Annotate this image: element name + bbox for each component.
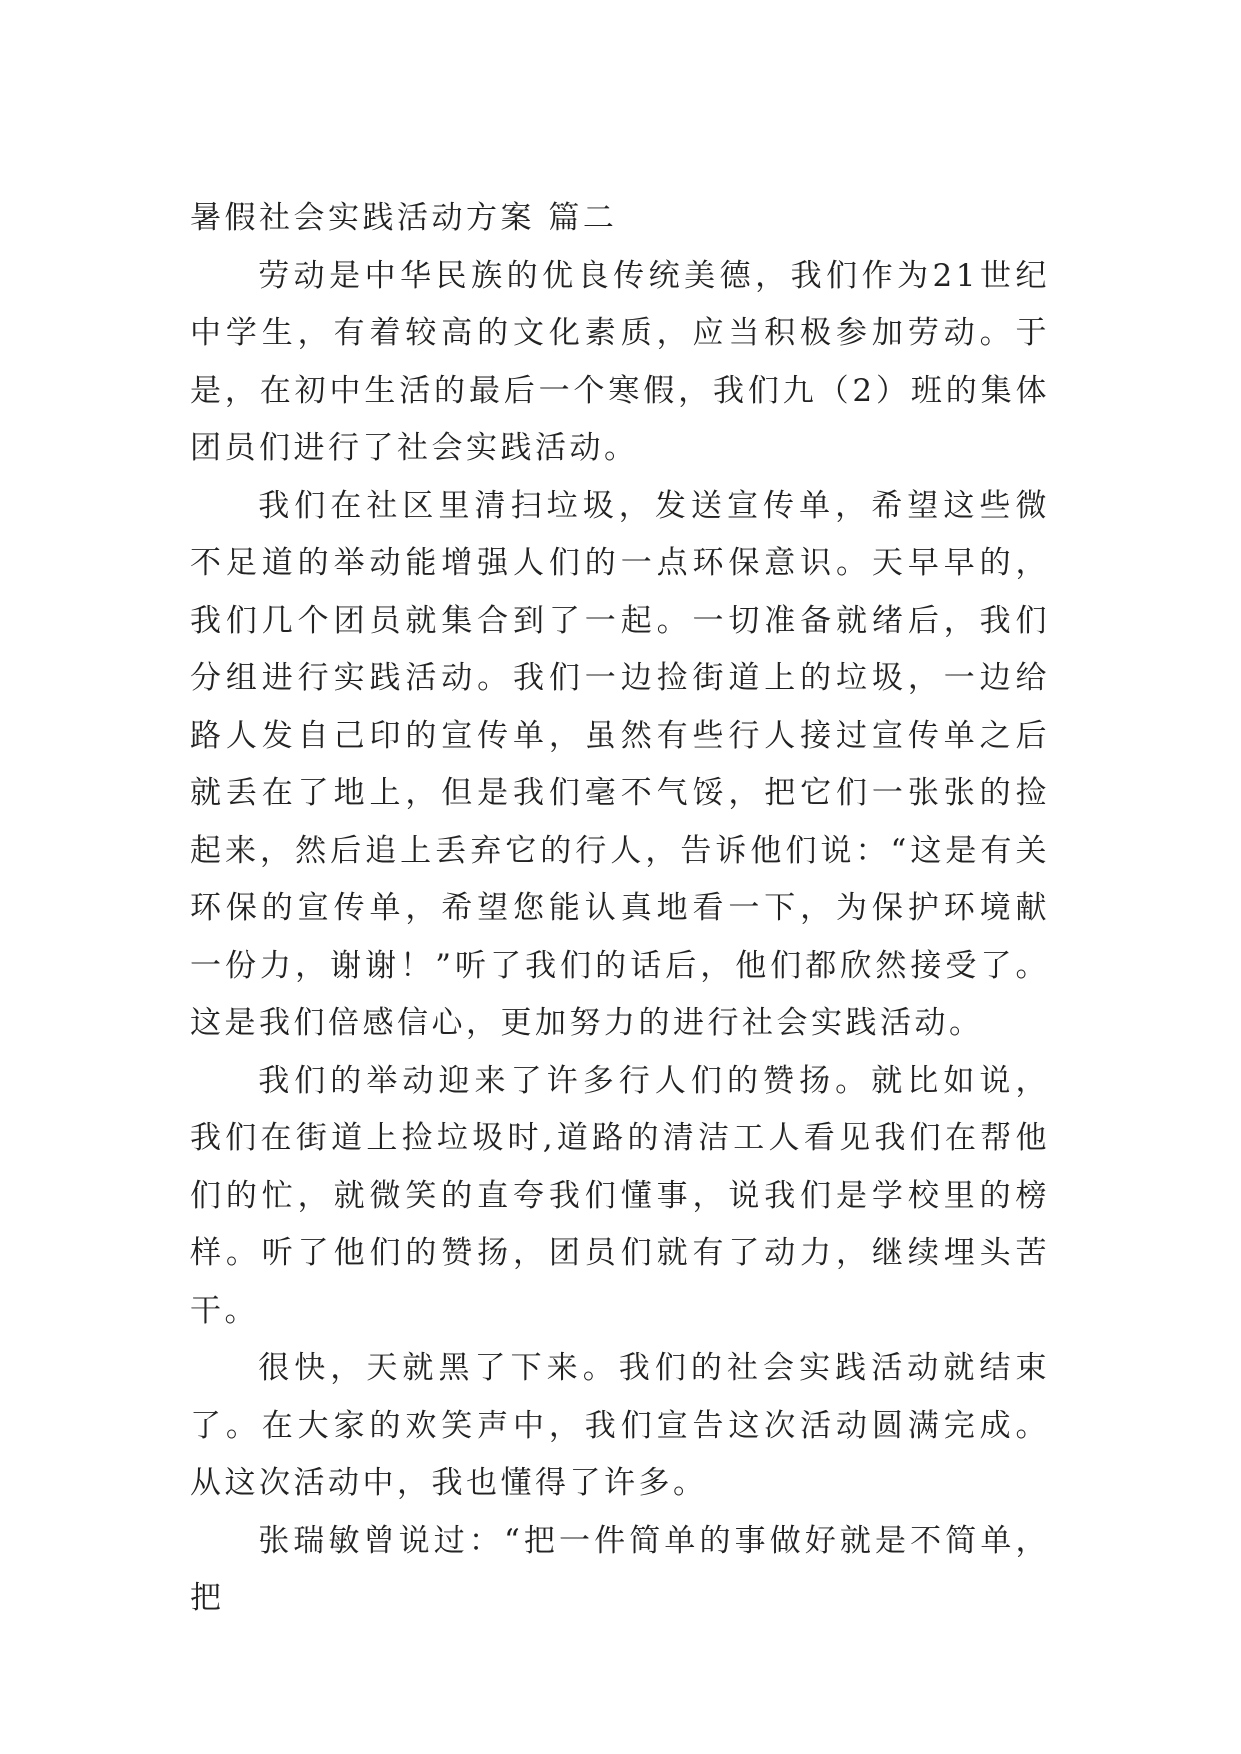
document-title: 暑假社会实践活动方案 篇二	[190, 200, 618, 236]
paragraph-5: 张瑞敏曾说过：“把一件简单的事做好就是不简单，把	[190, 1522, 1050, 1616]
paragraph-2: 我们在社区里清扫垃圾，发送宣传单，希望这些微不足道的举动能增强人们的一点环保意识。天早早的，我们几个团员就集合到了一起。一切准备就绪后，我们分组进行实践活动。我们一边捡街道上的垃圾，一边给路人发自己印的宣传单，虽然有些行人接过宣传单之后就丢在了地上，但是我们毫不气馁，把它们一张张的捡起来，然后追上丢弃它的行人，告诉他们说：“这是有关环保的宣传单，希望您能认真地看一下，为保护环境献一份力，谢谢！”听了我们的话后，他们都欣然接受了。这是我们倍感信心，更加努力的进行社会实践活动。	[190, 487, 1050, 1041]
paragraph-1: 劳动是中华民族的优良传统美德，我们作为21世纪中学生，有着较高的文化素质，应当积极参加劳动。于是，在初中生活的最后一个寒假，我们九（2）班的集体团员们进行了社会实践活动。	[190, 257, 1050, 466]
paragraph-4: 很快，天就黑了下来。我们的社会实践活动就结束了。在大家的欢笑声中，我们宣告这次活动圆满完成。从这次活动中，我也懂得了许多。	[190, 1350, 1050, 1501]
paragraph-3: 我们的举动迎来了许多行人们的赞扬。就比如说，我们在街道上捡垃圾时,道路的清洁工人看见我们在帮他们的忙，就微笑的直夸我们懂事，说我们是学校里的榜样。听了他们的赞扬，团员们就有了动力，继续埋头苦干。	[190, 1062, 1050, 1329]
document-body	[190, 190, 1050, 1628]
